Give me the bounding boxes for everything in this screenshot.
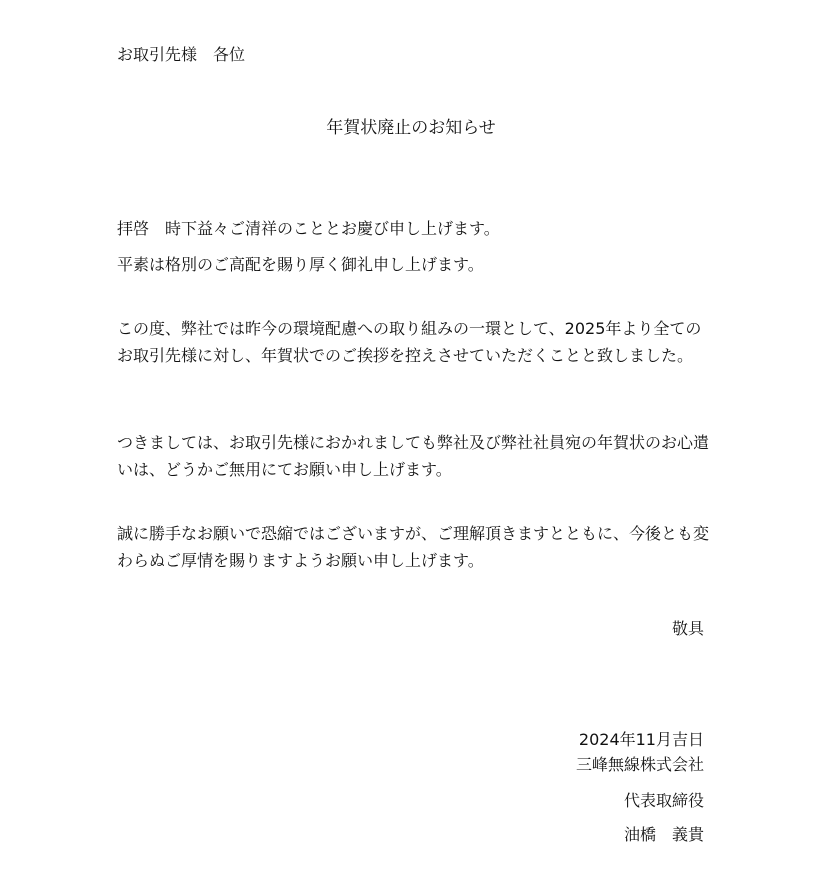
greeting-line-2: 平素は格別のご高配を賜り厚く御礼申し上げます。: [117, 255, 484, 274]
letter-date: 2024年11月吉日: [578, 730, 704, 749]
paragraph-request: つきましては、お取引先様におかれましても弊社及び弊社社員宛の年賀状のお心遣いは、どうかご無用にてお願い申し上げます。: [117, 433, 710, 479]
signatory-name: 油橋 義貴: [623, 825, 704, 844]
signatory-position: 代表取締役: [623, 791, 704, 810]
company-name: 三峰無線株式会社: [575, 755, 704, 774]
closing-remark: 敬具: [671, 619, 704, 638]
addressee: お取引先様 各位: [117, 45, 246, 64]
paragraph-announcement: この度、弊社では昨今の環境配慮への取り組みの一環として、2025年より全てのお取引先様に対し、年賀状でのご挨拶を控えさせていただくことと致しました。: [117, 319, 702, 365]
paragraph-apology: 誠に勝手なお願いで恐縮ではございますが、ご理解頂きますとともに、今後とも変わらぬご厚情を賜りますようお願い申し上げます。: [117, 524, 710, 570]
letter-title: 年賀状廃止のお知らせ: [326, 118, 496, 138]
greeting-line-1: 拝啓 時下益々ご清祥のこととお慶び申し上げます。: [117, 219, 500, 238]
